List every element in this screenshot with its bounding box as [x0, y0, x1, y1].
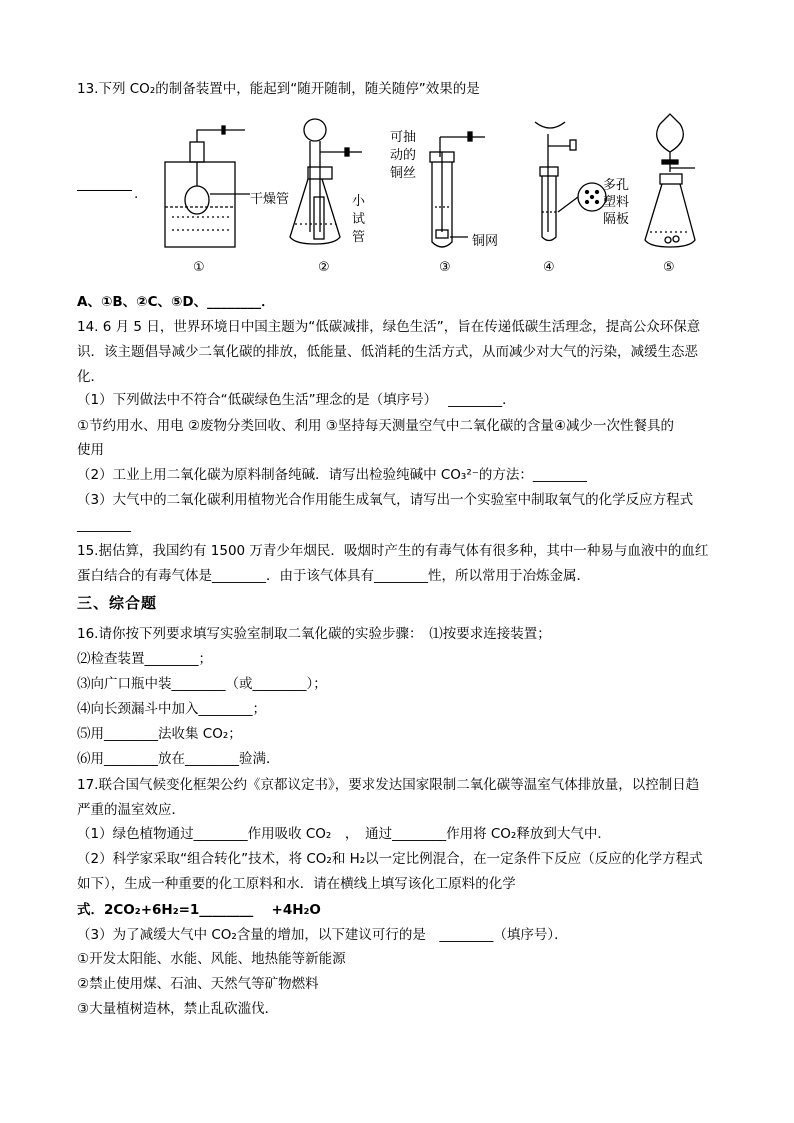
label-copper-net: 铜网	[472, 234, 499, 249]
q14-line-3: 化．	[77, 369, 104, 385]
q17-line-1: 17.联合国气候变化框架公约《京都议定书》，要求发达国家限制二氧化碳等温室气体排放量，以控制日趋	[77, 777, 700, 793]
q14-part-1: （1）下列做法中不符合“低碳绿色生活”理念的是（填序号） ________．	[77, 392, 516, 408]
label-partition: 隔板	[603, 212, 630, 227]
q17-part-2a: （2）科学家采取“组合转化”技术，将 CO₂和 H₂以一定比例混合，在一定条件下反应（反应的化学方程式	[77, 851, 703, 867]
q13-stem: 13.下列 CO₂的制备装置中，能起到“随开随制，随关随停”效果的是	[77, 81, 480, 97]
figure-number-4: ④	[543, 260, 555, 275]
q16-line-2: ⑵检查装置________；	[77, 651, 212, 667]
q15-line-1: 15.据估算，我国约有 1500 万青少年烟民．吸烟时产生的有毒气体有很多种，其中一种易与血液中的血红	[77, 543, 709, 559]
q16-line-5: ⑸用________法收集 CO₂；	[77, 726, 242, 742]
q17-part-1: （1）绿色植物通过________作用吸收 CO₂ ， 通过________作用将 CO₂释放到大气中．	[77, 826, 611, 842]
figure-number-5: ⑤	[663, 260, 675, 275]
label-plastic: 塑料	[603, 195, 630, 210]
label-tube: 管	[352, 230, 366, 245]
q17-part-3: （3）为了减缓大气中 CO₂含量的增加，以下建议可行的是 ________（填序号）．	[77, 927, 568, 943]
q14-part-3: （3）大气中的二氧化碳利用植物光合作用能生成氧气，请写出一个实验室中制取氧气的化学反应方程式	[77, 492, 694, 508]
q17-option-3: ③大量植树造林，禁止乱砍滥伐．	[77, 1001, 279, 1017]
label-can-pull: 可抽	[390, 130, 417, 145]
apparatus-4	[535, 122, 606, 241]
q17-part-2c: 式．2CO₂+6H₂=1________ +4H₂O	[77, 902, 321, 918]
q16-line-6: ⑹用________放在________验满．	[77, 751, 280, 767]
label-copper-wire: 铜丝	[390, 166, 417, 181]
q15-line-2: 蛋白结合的有毒气体是________．由于该气体具有________性，所以常用于冶炼金属．	[77, 568, 590, 584]
figure-number-3: ③	[439, 260, 451, 275]
q14-part-1-options-2: 使用	[77, 442, 104, 458]
q14-part-2: （2）工业上用二氧化碳为原料制备纯碱．请写出检验纯碱中 CO₃²⁻的方法：________	[77, 467, 587, 483]
apparatus-1	[165, 126, 250, 247]
apparatus-5	[645, 114, 695, 247]
q17-option-1: ①开发太阳能、水能、风能、地热能等新能源	[77, 951, 346, 967]
figure-number-2: ②	[318, 260, 330, 275]
label-drying-tube: 干燥管	[250, 192, 290, 207]
label-small: 小	[352, 194, 366, 209]
q16-line-3: ⑶向广口瓶中装________（或________）；	[77, 676, 327, 692]
q13-blank-tail: .	[134, 186, 139, 202]
q14-line-2: 识．该主题倡导减少二氧化碳的排放，低能量、低消耗的生活方式，从而减少对大气的污染，减缓生态恶	[77, 344, 698, 360]
q17-option-2: ②禁止使用煤、石油、天然气等矿物燃料	[77, 976, 319, 992]
q14-part-3-blank: ________	[77, 517, 131, 533]
figure-number-1: ①	[193, 260, 205, 275]
q16-line-4: ⑷向长颈漏斗中加入________；	[77, 701, 266, 717]
label-movable: 动的	[390, 148, 417, 163]
q16-line-1: 16.请你按下列要求填写实验室制取二氧化碳的实验步骤： ⑴按要求连接装置；	[77, 626, 551, 642]
q17-part-2b: 如下），生成一种重要的化工原料和水．请在横线上填写该化工原料的化学	[77, 876, 516, 892]
label-porous: 多孔	[603, 178, 630, 193]
q17-line-2: 严重的温室效应．	[77, 802, 185, 818]
q13-options: A、①B、②C、⑤D、________．	[77, 294, 275, 310]
q14-line-1: 14. 6 月 5 日，世界环境日中国主题为“低碳减排，绿色生活”，旨在传递低碳生活理念，提高公众环保意	[77, 319, 701, 335]
q14-part-1-options: ①节约用水、用电 ②废物分类回收、利用 ③坚持每天测量空气中二氧化碳的含量④减少一次性餐具的	[77, 418, 674, 434]
q13-answer-blank	[77, 190, 132, 191]
label-test: 试	[352, 212, 366, 227]
section-title: 三、综合题	[77, 594, 158, 612]
